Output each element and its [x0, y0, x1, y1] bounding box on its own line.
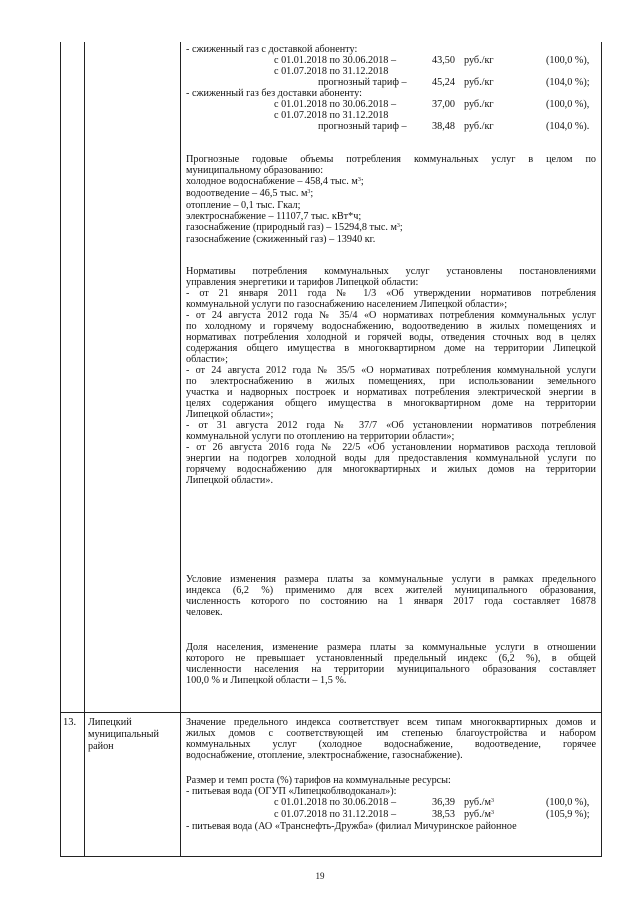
- tariff-percent: (100,0 %),: [546, 797, 590, 808]
- tariff-percent: (104,0 %);: [546, 77, 590, 88]
- water-header: - питьевая вода (ОГУП «Липецкоблводоканал»):: [186, 786, 397, 797]
- date-range: с 01.07.2018 по 31.12.2018: [274, 110, 389, 121]
- table-border-left: [60, 42, 61, 857]
- norms-line: коммунальной услуги по отоплению на территории области»;: [186, 431, 455, 442]
- row-divider: [60, 712, 602, 713]
- tariff-unit: руб./кг: [464, 77, 494, 88]
- norms-line: - от 21 января 2011 года № 1/3 «Об утверждении нормативов потребления: [186, 288, 596, 299]
- share-line: Доля населения, изменение размера платы за коммунальные услуги в отношении: [186, 642, 596, 653]
- tariff-value: 38,53: [432, 809, 455, 820]
- water-header: - питьевая вода (АО «Транснефть-Дружба» (филиал Мичуринское районное: [186, 821, 517, 832]
- index-line: жилых домов с соответствующей им степенью благоустройства и набором: [186, 728, 596, 739]
- condition-line: человек.: [186, 607, 223, 618]
- norms-line: управления энергетики и тарифов Липецкой области:: [186, 277, 419, 288]
- norms-line: Липецкой области».: [186, 475, 274, 486]
- tariff-value: 38,48: [432, 121, 455, 132]
- date-range: с 01.01.2018 по 30.06.2018 –: [274, 797, 397, 808]
- volumes-intro: муниципальному образованию:: [186, 165, 324, 176]
- date-range: с 01.01.2018 по 30.06.2018 –: [274, 55, 397, 66]
- norms-line: - от 26 августа 2016 года № 22/5 «Об установлении нормативов расхода тепловой: [186, 442, 596, 453]
- condition-line: индекса (6,2 %) применимо для всех жителей муниципального образования,: [186, 585, 596, 596]
- norms-line: - от 24 августа 2012 года № 35/5 «О нормативах потребления коммунальной услуги: [186, 365, 596, 376]
- tariff-unit: $руб./м^3$: [464, 809, 494, 820]
- date-range: с 01.01.2018 по 30.06.2018 –: [274, 99, 397, 110]
- tariff-value: 45,24: [432, 77, 455, 88]
- table-border-right: [601, 42, 602, 857]
- tariff-percent: (104,0 %).: [546, 121, 590, 132]
- norms-line: области»;: [186, 354, 228, 365]
- condition-line: Условие изменения размера платы за коммунальные услуги в рамках предельного: [186, 574, 596, 585]
- column-divider-1: [84, 42, 85, 857]
- lpg-no-delivery-header: - сжиженный газ без доставки абоненту:: [186, 88, 362, 99]
- tariff-value: 43,50: [432, 55, 455, 66]
- norms-line: нормативах потребления холодной и горячей воды, отведения сточных вод в целях: [186, 332, 596, 343]
- norms-line: коммунальной услуги по газоснабжению населением Липецкой области»;: [186, 299, 508, 310]
- condition-line: численность которого по состоянию на 1 января 2017 года составляет 16878: [186, 596, 596, 607]
- tariff-unit: руб./кг: [464, 99, 494, 110]
- page-number: 19: [315, 871, 325, 881]
- volume-gas: газоснабжение (природный газ) – 15294,8 тыс. $м^3$;: [186, 222, 403, 233]
- index-line: Значение предельного индекса соответствует всем типам многоквартирных домов и: [186, 717, 596, 728]
- row-number: 13.: [63, 717, 77, 728]
- forecast-label: прогнозный тариф –: [318, 121, 407, 132]
- norms-line: - от 24 августа 2012 года № 35/4 «О нормативах потребления коммунальных услуг: [186, 310, 596, 321]
- volume-heating: отопление – 0,1 тыс. Гкал;: [186, 200, 301, 211]
- tariff-unit: $руб./м^3$: [464, 797, 494, 808]
- tariff-value: 36,39: [432, 797, 455, 808]
- share-line: 100,0 % и Липецкой области – 1,5 %.: [186, 675, 347, 686]
- norms-line: целях содержания общего имущества в многоквартирном доме на территории: [186, 398, 596, 409]
- tariff-percent: (100,0 %),: [546, 99, 590, 110]
- tariff-unit: руб./кг: [464, 121, 494, 132]
- norms-line: по электроснабжению в жилых помещениях, при использовании земельного: [186, 376, 596, 387]
- norms-line: участка и надворных построек и нормативах потребления электрической энергии в: [186, 387, 596, 398]
- norms-line: энергии на подогрев холодной воды для предоставления коммунальной услуги по: [186, 453, 596, 464]
- date-range: с 01.07.2018 по 31.12.2018: [274, 66, 389, 77]
- volume-electricity: электроснабжение – 11107,7 тыс. кВт*ч;: [186, 211, 362, 222]
- column-divider-2: [180, 42, 181, 857]
- lpg-delivery-header: - сжиженный газ с доставкой абоненту:: [186, 44, 358, 55]
- tariff-percent: (100,0 %),: [546, 55, 590, 66]
- tariff-value: 37,00: [432, 99, 455, 110]
- share-line: численности населения на территории муниципального образования составляет: [186, 664, 596, 675]
- norms-line: Липецкой области»;: [186, 409, 274, 420]
- tariff-percent: (105,9 %);: [546, 809, 590, 820]
- forecast-label: прогнозный тариф –: [318, 77, 407, 88]
- norms-line: по холодному и горячему водоснабжению, водоотведению в жилых помещениях и: [186, 321, 596, 332]
- volume-lpg: газоснабжение (сжиженный газ) – 13940 кг.: [186, 234, 376, 245]
- date-range: с 01.07.2018 по 31.12.2018 –: [274, 809, 397, 820]
- volumes-intro: Прогнозные годовые объемы потребления коммунальных услуг в целом по: [186, 154, 596, 165]
- norms-line: - от 31 августа 2012 года № 37/7 «Об установлении нормативов потребления: [186, 420, 596, 431]
- tariff-unit: руб./кг: [464, 55, 494, 66]
- share-line: которого не превышает установленный предельный индекс (6,2 %), в общей: [186, 653, 596, 664]
- norms-line: Нормативы потребления коммунальных услуг установлены постановлениями: [186, 266, 596, 277]
- tariffs-cell: [186, 44, 598, 704]
- volume-cold-water: холодное водоснабжение – 458,4 тыс. $м^3$;: [186, 176, 364, 187]
- index-line: коммунальных услуг (холодное водоснабжение, водоотведение, горячее: [186, 739, 596, 750]
- table: - сжиженный газ с доставкой абоненту: с 01.01.2018 по 30.06.2018 – с 01.07.2018 по 31.12.2018 прогнозный тариф – - сжиженный газ без доставки абоненту: с 01.01.2018 по 30.06.2018 – с 01.07.2018 по 31.12.2018 прогнозный тариф – 43,50 руб./кг (100,0 %), 45,24 руб./кг (104,0 %); 37,00 руб./кг (100,0 %), 38,48 руб./кг (104,0 %). Прогнозные годовые объемы потребления коммунальных услуг в целом по муниципальному образованию: холодное водоснабжение – 458,4 тыс. $м^3$; водоотведение – 46,5 тыс. $м^3$; отопление – 0,1 тыс. Гкал; электроснабжение – 11107,7 тыс. кВт*ч; газоснабжение (природный газ) – 15294,8 тыс. $м^3$; газоснабжение (сжиженный газ) – 13940 кг. Нормативы потребления коммунальных услуг установлены постановлениями управления энергетики и тарифов Липецкой области: - от 21 января 2011 года № 1/3 «Об утверждении нормативов потребления коммунальной услуги по газоснабжению населением Липецкой области»; - от 24 августа 2012 года № 35/4 «О нормативах потребления коммунальных услуг по холодному и горячему водоснабжению, водоотведению в жилых помещениях и нормативах потребления холодной и горячей воды, отведения сточных вод в целях содержания общего имущества в многоквартирном доме на территории Липецкой области»; - от 24 августа 2012 года № 35/5 «О нормативах потребления коммунальной услуги по электроснабжению в жилых помещениях, при использовании земельного участка и надворных построек и нормативах потребления электрической энергии в целях содержания общего имущества в многоквартирном доме на территории Липецкой области»; - от 31 августа 2012 года № 37/7 «Об установлении нормативов потребления коммунальной услуги по отоплению на территории области»; - от 26 августа 2016 года № 22/5 «Об установлении нормативов расхода тепловой энергии на подогрев холодной воды для предоставления коммунальной услуги по горячему водоснабжению для многоквартирных и жилых домов на территории Липецкой области». Условие изменения размера платы за коммунальные услуги в рамках предельного индекса (6,2 %) применимо для всех жителей муниципального образования, численность которого по состоянию на 1 января 2017 года составляет 16878 человек. Доля населения, изменение размера платы за коммунальные услуги в отношении которого не превышает установленный предельный индекс (6,2 %), в общей численности населения на территории муниципального образования составляет 100,0 % и Липецкой области – 1,5 %. 13. Липецкий муниципальный район Значение предельного индекса соответствует всем типам многоквартирных домов и жилых домов с соответствующей им степенью благоустройства и набором коммунальных услуг (холодное водоснабжение, водоотведение, горячее водоснабжение, отопление, электроснабжение, газоснабжение). Размер и темп роста (%) тарифов на коммунальные ресурсы: - питьевая вода (ОГУП «Липецкоблводоканал»): с 01.01.2018 по 30.06.2018 – с 01.07.2018 по 31.12.2018 – 36,39 38,53 $руб./м^3$ $руб./м^3$ (100,0 %), (105,9 %); - питьевая вода (АО «Транснефть-Дружба» (филиал Мичуринское районное: [60, 42, 602, 857]
- norms-line: горячему водоснабжению для многоквартирных и жилых домов на территории: [186, 464, 596, 475]
- volume-drainage: водоотведение – 46,5 тыс. $м^3$;: [186, 188, 314, 199]
- row13-content: [186, 717, 598, 857]
- tariff-intro: Размер и темп роста (%) тарифов на коммунальные ресурсы:: [186, 775, 451, 786]
- index-line: водоснабжение, отопление, электроснабжение, газоснабжение).: [186, 750, 463, 761]
- norms-line: содержания общего имущества в многоквартирном доме на территории Липецкой: [186, 343, 596, 354]
